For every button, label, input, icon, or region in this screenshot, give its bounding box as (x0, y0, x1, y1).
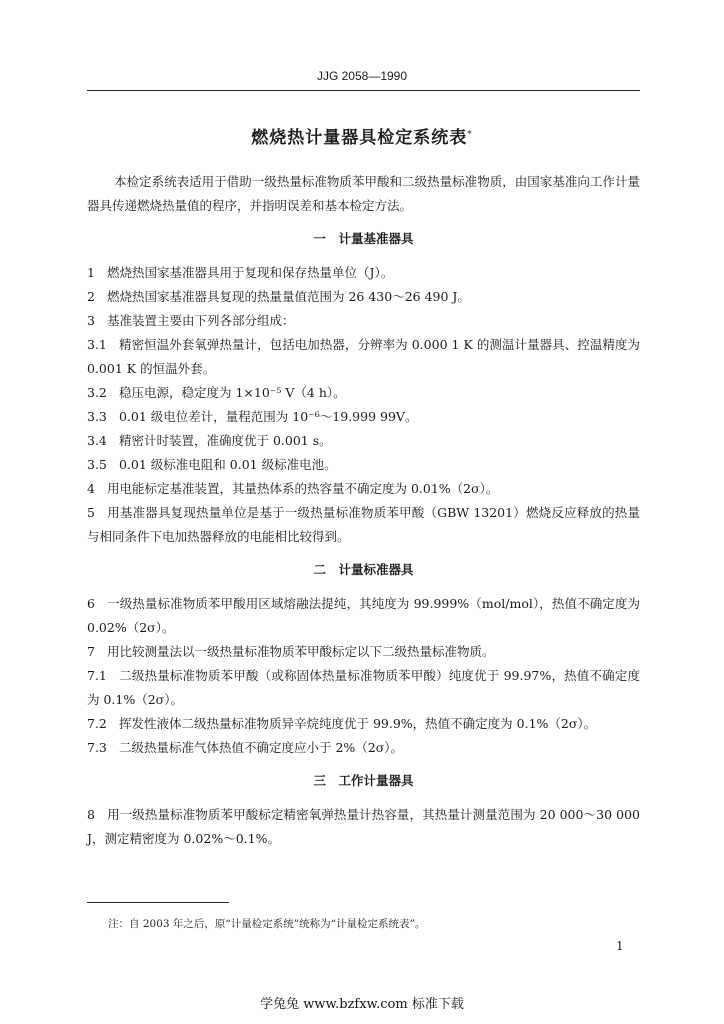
clause-number: 3.1 (87, 337, 107, 352)
clause-text: 二级热量标准气体热值不确定度应小于 2%（2σ）。 (119, 740, 404, 755)
clause-5 (87, 501, 640, 549)
clause-7 (87, 640, 640, 664)
header-rule (87, 90, 640, 91)
page-number: 1 (616, 939, 624, 953)
clause-text: 精密计时装置，准确度优于 0.001 s。 (119, 433, 332, 448)
standard-code-header: JJG 2058—1990 (316, 69, 408, 83)
clause-text: 稳压电源，稳定度为 1×10⁻⁵ V（4 h）。 (119, 385, 346, 400)
section-heading-3: 三 工作计量器具 (313, 773, 414, 788)
clause-text: 精密恒温外套氧弹热量计，包括电加热器，分辨率为 0.000 1 K 的测温计量器具、控温精度为 0.001 K 的恒温外套。 (87, 337, 640, 376)
clause-text: 一级热量标准物质苯甲酸用区域熔融法提纯，其纯度为 99.999%（mol/mol），热值不确定度为 0.02%（2σ）。 (87, 596, 640, 635)
clause-3 (87, 309, 640, 333)
clause-3-2 (87, 381, 640, 405)
clause-number: 6 (87, 596, 95, 611)
clause-text: 二级热量标准物质苯甲酸（或称固体热量标准物质苯甲酸）纯度优于 99.97%，热值不确定度为 0.1%（2σ）。 (87, 668, 640, 707)
clause-7-2 (87, 712, 640, 736)
clause-number: 3.4 (87, 433, 107, 448)
watermark-link[interactable]: 学兔兔 www.bzfxw.com 标准下载 (260, 997, 464, 1012)
clause-text: 用比较测量法以一级热量标准物质苯甲酸标定以下二级热量标准物质。 (107, 644, 495, 659)
clause-8 (87, 803, 640, 851)
intro-paragraph: 本检定系统表适用于借助一级热量标准物质苯甲酸和二级热量标准物质，由国家基准向工作计量器具传递燃烧热量值的程序，并指明误差和基本检定方法。 (87, 174, 640, 213)
clause-3-5 (87, 453, 640, 477)
clause-number: 7.3 (87, 740, 107, 755)
clause-number: 2 (87, 289, 95, 304)
clause-number: 3 (87, 313, 95, 328)
clause-text: 0.01 级标准电阻和 0.01 级标准电池。 (119, 457, 337, 472)
clause-number: 7 (87, 644, 95, 659)
clause-4 (87, 477, 640, 501)
title-footnote-mark: * (467, 129, 473, 140)
clause-number: 7.1 (87, 668, 107, 683)
clause-text: 基准装置主要由下列各部分组成： (107, 313, 295, 328)
clause-3-4 (87, 429, 640, 453)
page-title (0, 123, 724, 148)
clause-text: 用基准器具复现热量单位是基于一级热量标准物质苯甲酸（GBW 13201）燃烧反应释放的热量与相同条件下电加热器释放的电能相比较得到。 (87, 505, 640, 544)
clause-number: 3.5 (87, 457, 107, 472)
clause-text: 燃烧热国家基准器具复现的热量量值范围为 26 430～26 490 J。 (107, 289, 470, 304)
clause-number: 7.2 (87, 716, 107, 731)
clause-3-3 (87, 405, 640, 429)
clause-text: 挥发性液体二级热量标准物质异辛烷纯度优于 99.9%，热值不确定度为 0.1%（2σ）。 (119, 716, 597, 731)
document-body (87, 170, 640, 851)
title-text: 燃烧热计量器具检定系统表 (251, 128, 468, 148)
clause-text: 燃烧热国家基准器具用于复现和保存热量单位（J）。 (107, 265, 394, 280)
section-heading-2: 二 计量标准器具 (313, 562, 414, 577)
clause-number: 8 (87, 807, 95, 822)
clause-number: 4 (87, 481, 95, 496)
footnote-rule (87, 902, 229, 903)
clause-6 (87, 592, 640, 640)
clause-text: 0.01 级电位差计，量程范围为 10⁻⁶～19.999 99V。 (119, 409, 418, 424)
clause-number: 1 (87, 265, 95, 280)
clause-number: 3.2 (87, 385, 107, 400)
section-heading-1: 一 计量基准器具 (313, 231, 414, 246)
clause-7-3 (87, 736, 640, 760)
clause-2 (87, 285, 640, 309)
clause-text: 用电能标定基准装置，其量热体系的热容量不确定度为 0.01%（2σ）。 (107, 481, 499, 496)
clause-number: 5 (87, 505, 95, 520)
clause-number: 3.3 (87, 409, 107, 424)
clause-3-1 (87, 333, 640, 381)
clause-text: 用一级热量标准物质苯甲酸标定精密氧弹热量计热容量，其热量计测量范围为 20 000～30 000 J，测定精密度为 0.02%～0.1%。 (87, 807, 640, 846)
footnote: 注：自 2003 年之后，原“计量检定系统”统称为“计量检定系统表”。 (108, 918, 426, 930)
clause-1 (87, 261, 640, 285)
clause-7-1 (87, 664, 640, 712)
